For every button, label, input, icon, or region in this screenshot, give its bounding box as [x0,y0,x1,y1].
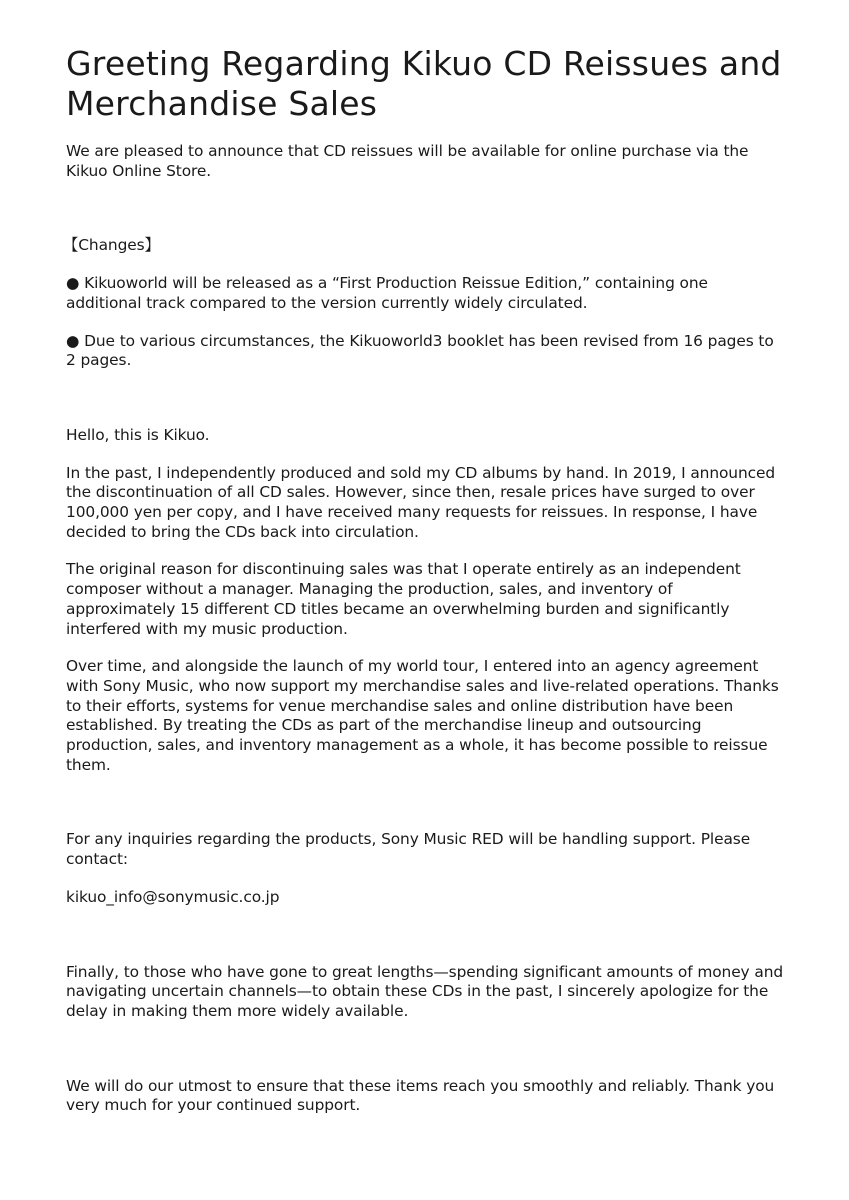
change-item-2: ● Due to various circumstances, the Kikuoworld3 booklet has been revised from 16 pages to 2 pages. [66,331,774,370]
document-page [63,44,784,1116]
apology-paragraph: Finally, to those who have gone to great lengths—spending significant amounts of money and navigating uncertain channels—to obtain these CDs in the past, I sincerely apologize for the delay in making them more widely available. [66,962,784,1020]
intro-paragraph: We are pleased to announce that CD reissues will be available for online purchase via the Kikuo Online Store. [66,142,749,180]
contact-email[interactable]: kikuo_info@sonymusic.co.jp [66,887,280,906]
changes-heading: 【Changes】 [63,236,160,255]
inquiries-paragraph: For any inquiries regarding the products, Sony Music RED will be handling support. Please contact: [66,830,751,869]
document-title: Greeting Regarding Kikuo CD Reissues and Merchandise Sales [66,44,782,123]
body-paragraph-2: The original reason for discontinuing sales was that I operate entirely as an independent composer without a manager. Managing the production, sales, and inventory of approximately 15 different CD titles became an overwhelming burden and significantly interfered with my music production. [66,560,741,638]
greeting-paragraph: Hello, this is Kikuo. [66,425,210,444]
change-item-1: ● Kikuoworld will be released as a “First Production Reissue Edition,” containing one additional track compared to the version currently widely circulated. [66,274,708,312]
body-paragraph-3: Over time, and alongside the launch of my world tour, I entered into an agency agreement with Sony Music, who now support my merchandise sales and live-related operations. Thanks to their efforts, systems for venue merchandise sales and online distribution have been established. By treating the CDs as part of the merchandise lineup and outsourcing production, sales, and inventory management as a whole, it has become possible to reissue them. [66,657,779,774]
closing-paragraph: We will do our utmost to ensure that these items reach you smoothly and reliably. Thank you very much for your continued support. [66,1076,775,1115]
body-paragraph-1: In the past, I independently produced and sold my CD albums by hand. In 2019, I announced the discontinuation of all CD sales. However, since then, resale prices have surged to over 100,000 yen per copy, and I have received many requests for reissues. In response, I have decided to bring the CDs back into circulation. [66,463,775,541]
